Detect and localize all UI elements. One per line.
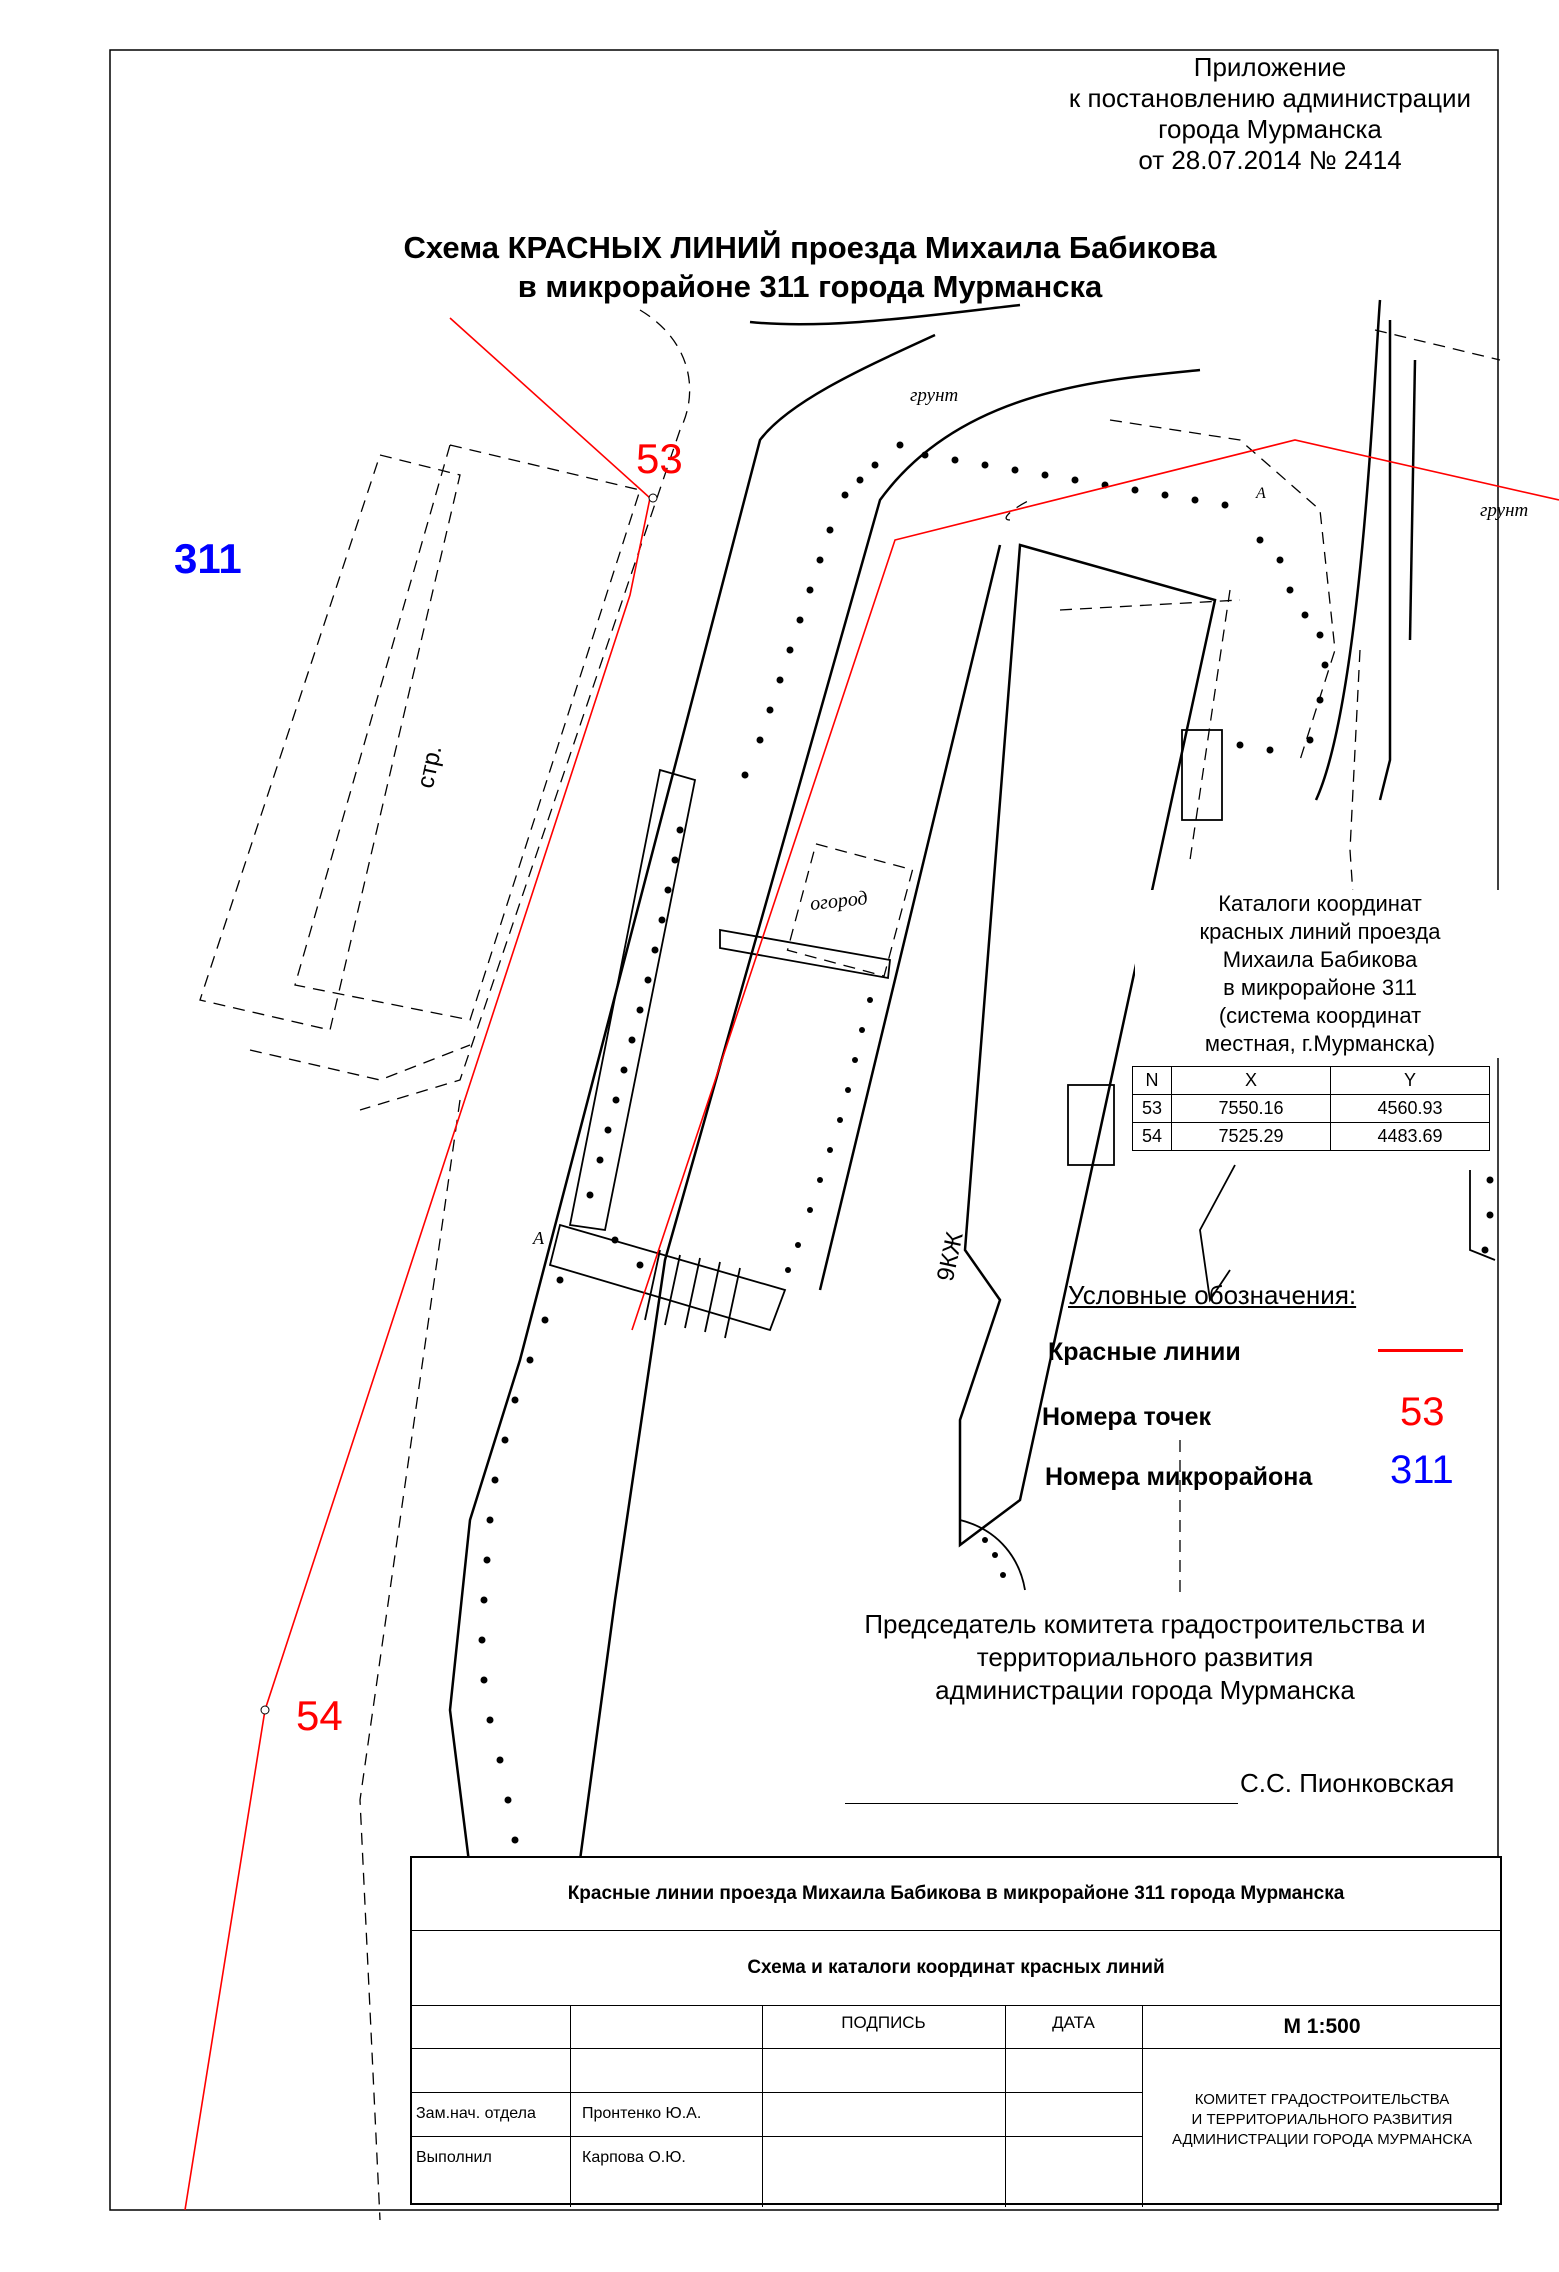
chairman-line: Председатель комитета градостроительства и [864,1609,1426,1639]
catalog-title-line: местная, г.Мурманска) [1204,1031,1436,1056]
role-performed-by: Выполнил [416,2149,492,2166]
header-x: X [1172,1067,1331,1095]
legend-title: Условные обозначения: [1068,1280,1357,1310]
header-n: N [1133,1067,1172,1095]
person-deputy-head: Пронтенко Ю.А. [582,2105,702,2122]
chairman-line: территориального развития [976,1642,1314,1672]
appendix-line: к постановлению администрации [1068,83,1472,113]
appendix-line: от 28.07.2014 № 2414 [1138,145,1402,175]
signature-line [845,1803,1238,1804]
letter-a-label: А [533,1228,544,1248]
page-title [300,228,1320,306]
cell-x: 7525.29 [1172,1123,1331,1151]
legend-point-sample: 53 [1400,1390,1445,1434]
table-row [1133,1123,1490,1151]
org-line: И ТЕРРИТОРИАЛЬНОГО РАЗВИТИЯ [1191,2111,1453,2128]
chairman-block [830,1608,1460,1707]
solid-details [550,730,1495,1590]
role-deputy-head: Зам.нач. отдела [416,2105,536,2122]
catalog-title-line: красных линий проезда [1199,919,1441,944]
cell-n: 54 [1133,1123,1172,1151]
appendix-line: Приложение [1193,52,1347,82]
building-9kzh-label: 9КЖ [932,1229,969,1284]
date-header: ДАТА [1052,2013,1095,2032]
catalog-title-line: Каталоги координат [1218,891,1422,916]
catalog-title-line: Михаила Бабикова [1222,947,1418,972]
district-number: 311 [174,535,242,582]
point-53-label: 53 [636,435,683,482]
scale-label: М 1:500 [1283,2015,1361,2038]
table-header-row [1133,1067,1490,1095]
table-row [1133,1095,1490,1123]
building-str-label: стр. [412,742,448,791]
appendix-header [1000,52,1540,176]
point-54-label: 54 [296,1692,343,1739]
org-line: АДМИНИСТРАЦИИ ГОРОДА МУРМАНСКА [1172,2131,1472,2148]
legend-red-lines-label: Красные линии [1048,1338,1241,1366]
organization-name [1142,2090,1502,2150]
person-performed-by: Карпова О.Ю. [582,2149,686,2166]
cell-y: 4483.69 [1331,1123,1490,1151]
coordinates-table [1132,1066,1490,1151]
title-line: Схема КРАСНЫХ ЛИНИЙ проезда Михаила Бабикова [403,230,1217,265]
project-title: Красные линии проезда Михаила Бабикова в микрорайоне 311 города Мурманска [567,1883,1345,1904]
chairman-line: администрации города Мурманска [935,1675,1355,1705]
legend-point-numbers-label: Номера точек [1042,1403,1212,1431]
letter-a-label-top: А [1256,485,1266,502]
point-53-marker [649,494,657,502]
title-block [410,1856,1502,2205]
legend-district-numbers-label: Номера микрорайона [1045,1463,1313,1491]
cell-y: 4560.93 [1331,1095,1490,1123]
cell-n: 53 [1133,1095,1172,1123]
point-54-marker [261,1706,269,1714]
org-line: КОМИТЕТ ГРАДОСТРОИТЕЛЬСТВА [1194,2091,1450,2108]
ground-label: грунт [910,385,959,406]
ground-label-right: грунт [1480,500,1529,521]
cell-x: 7550.16 [1172,1095,1331,1123]
catalog-title-line: (система координат [1218,1003,1422,1028]
header-y: Y [1331,1067,1490,1095]
garden-label: огород [808,887,869,915]
title-line: в микрорайоне 311 города Мурманска [517,269,1103,304]
catalog-title-line: в микрорайоне 311 [1223,975,1417,1000]
signature-header: ПОДПИСЬ [841,2013,926,2032]
sheet-title: Схема и каталоги координат красных линий [747,1957,1165,1978]
appendix-line: города Мурманска [1158,114,1382,144]
chairman-name: С.С. Пионковская [1240,1768,1455,1798]
catalog-title [1135,890,1505,1058]
legend-district-sample: 311 [1390,1448,1454,1492]
legend-red-line-sample [1378,1349,1463,1352]
